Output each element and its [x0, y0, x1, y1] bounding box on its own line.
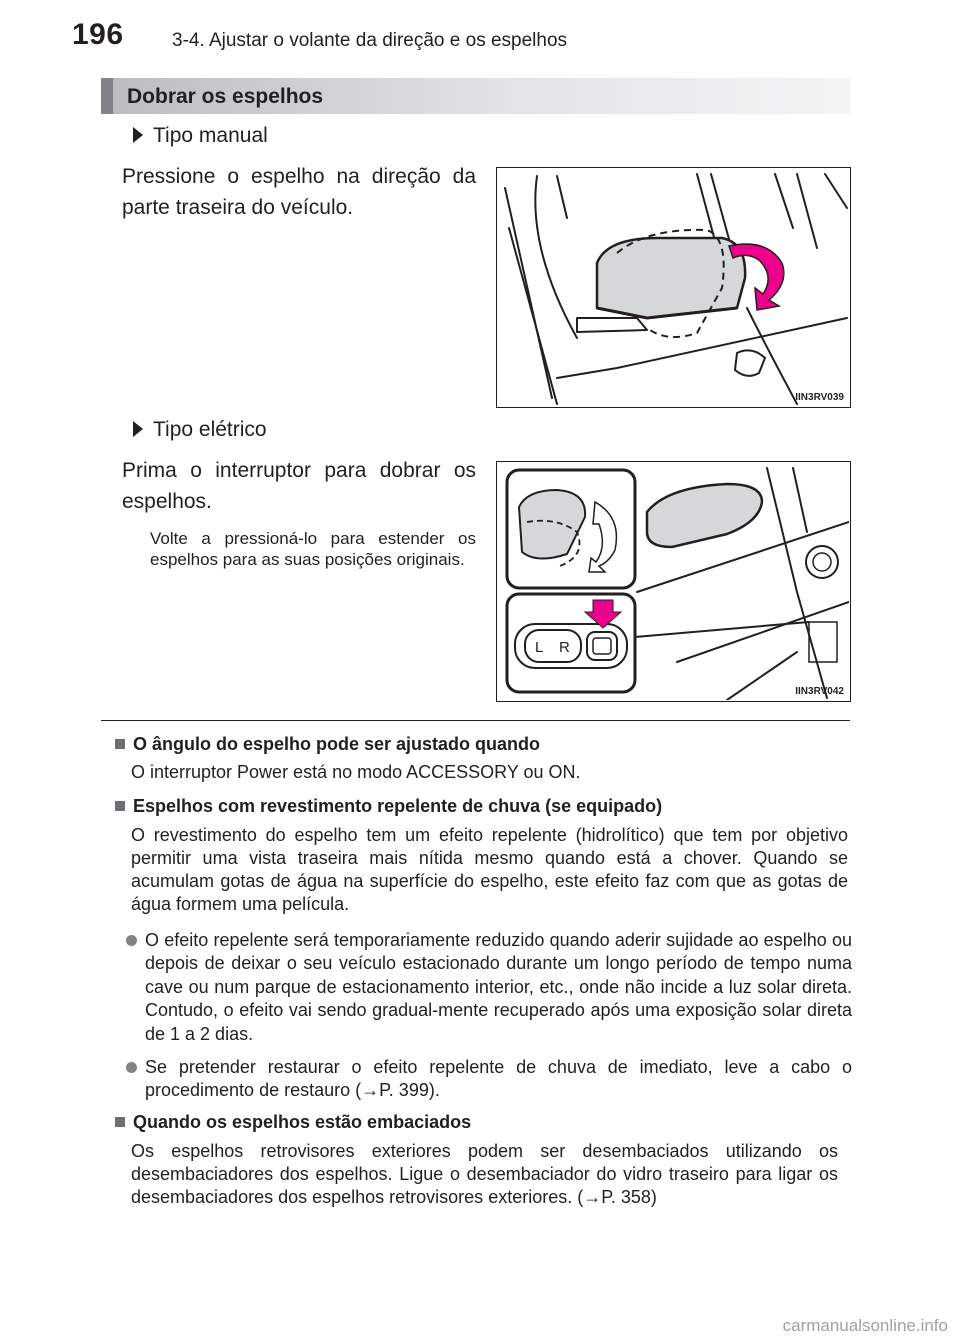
fog-heading [115, 1112, 471, 1133]
electric-step-text: Prima o interruptor para dobrar os espelhos. [122, 459, 476, 513]
manual-type-label: Tipo manual [153, 124, 268, 147]
switch-left-label: L [535, 639, 544, 656]
manual-mirror-illustration [497, 168, 849, 406]
electric-mirror-illustration [497, 462, 849, 700]
rain-text: O revestimento do espelho tem um efeito repelente (hidrolítico) que tem por objetivo permitir uma vista traseira mais nítida mesmo quando está a chover. Quando se acumulam gotas de água na superfície do espelho, este efeito faz com que as gotas de água formem uma película. [131, 825, 848, 914]
electric-type-label: Tipo elétrico [153, 418, 267, 441]
rain-bullet-text: O efeito repelente será temporariamente reduzido quando aderir sujidade ao espelho ou depois de deixar o seu veículo estacionado durante um longo período de tempo numa cave ou num parque de estacionamento interior, etc., onde não incide a luz solar direta. Contudo, o efeito vai sendo gradual-mente recuperado após uma exposição solar direta de 1 a 2 dias. [145, 930, 852, 1044]
switch-right-label: R [559, 639, 570, 656]
fog-text: Os espelhos retrovisores exteriores podem ser desembaciados utilizando os desembaciadores dos espelhos. Ligue o desembaciador do vidro traseiro para ligar os desembaciadores dos espelhos retrovisores exteriores. (→P. 358) [131, 1141, 838, 1207]
square-bullet-icon [115, 739, 125, 749]
rain-bullet-item [126, 1056, 852, 1103]
square-bullet-icon [115, 1117, 125, 1127]
electric-type-heading [133, 418, 267, 442]
circle-bullet-icon [126, 1062, 137, 1073]
section-title: Dobrar os espelhos [127, 85, 324, 108]
divider [101, 720, 850, 721]
square-bullet-icon [115, 801, 125, 811]
running-head: 3-4. Ajustar o volante da direção e os espelhos [172, 30, 568, 51]
section-header [101, 78, 850, 114]
figure-code: IIN3RV039 [795, 392, 844, 403]
rain-bullet-text: Se pretender restaurar o efeito repelente de chuva de imediato, leve a cabo o procedimento de restauro (→P. 399). [145, 1057, 852, 1101]
manual-mirror-figure [496, 167, 851, 408]
manual-type-heading [133, 124, 268, 148]
triangle-bullet-icon [133, 421, 143, 437]
fog-heading-text: Quando os espelhos estão embaciados [133, 1112, 472, 1132]
circle-bullet-icon [126, 935, 137, 946]
manual-step-text: Pressione o espelho na direção da parte traseira do veículo. [122, 165, 476, 219]
angle-heading-text: O ângulo do espelho pode ser ajustado quando [133, 734, 541, 754]
angle-heading [115, 734, 540, 755]
triangle-bullet-icon [133, 127, 143, 143]
angle-text: O interruptor Power está no modo ACCESSORY ou ON. [131, 762, 581, 782]
watermark: carmanualsonline.info [782, 1316, 948, 1335]
electric-mirror-figure [496, 461, 851, 702]
figure-code: IIN3RV042 [795, 686, 844, 697]
rain-heading-text: Espelhos com revestimento repelente de chuva (se equipado) [133, 796, 663, 816]
page-number: 196 [72, 18, 124, 51]
electric-note-text: Volte a pressioná-lo para estender os espelhos para as suas posições originais. [150, 529, 476, 569]
rain-heading [115, 796, 662, 817]
rain-bullet-item [126, 929, 852, 1046]
